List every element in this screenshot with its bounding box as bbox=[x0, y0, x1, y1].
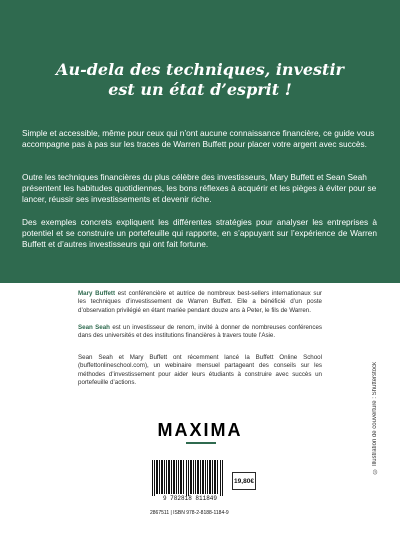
paragraph-2: Outre les techniques financières du plus célèbre des investisseurs, Mary Buffett et Sean Seah présentent les habitudes quotidiennes, les bons réflexes à acquérir et les pièges à éviter pour se lancer, réussir ses investissements et devenir riche. bbox=[22, 172, 377, 205]
paragraph-1: Simple et accessible, même pour ceux qui n’ont aucune connaissance financière, ce guide vous accompagne pas à pas sur les traces de Warren Buffett pour placer votre argent avec succès. bbox=[22, 128, 375, 150]
image-credit: © Illustration de couverture : Shutterstock bbox=[372, 362, 378, 474]
logo-underline bbox=[186, 442, 216, 444]
bio-school: Sean Seah et Mary Buffett ont récemment lancé la Buffett Online School (buffettonlineschool.com), un webinaire mensuel partageant des conseils sur les méthodes d’investissement pour aider leurs étudiants à construire avec succès un portefeuille d’actions. bbox=[78, 354, 322, 387]
publisher-logo: MAXIMA bbox=[157, 420, 243, 440]
bio-mary-name: Mary Buffett bbox=[78, 290, 116, 297]
bio-sean-name: Sean Seah bbox=[78, 324, 110, 331]
isbn-line: 2867511 | ISBN 978-2-8188-1184-9 bbox=[150, 510, 229, 516]
barcode-digits: 9 782818 811849 bbox=[162, 495, 217, 502]
bio-mary-text: est conférencière et autrice de nombreux best-sellers internationaux sur les techniques d’investissement de Warren Buffett. Elle a bénéficié d’un poste d’observation privilégié en étant mariée pendant douze ans à Peter, le fils de Warren. bbox=[78, 290, 322, 314]
barcode bbox=[150, 458, 230, 504]
headline-line-1: Au-dela des techniques, investir bbox=[56, 60, 344, 79]
paragraph-3: Des exemples concrets expliquent les différentes stratégies pour analyser les entreprises à potentiel et se construire un portefeuille qui rapporte, en s’appuyant sur l’expérience de Warren Buffett et d’autres investisseurs qui ont fait fortune. bbox=[22, 217, 377, 250]
bio-sean bbox=[78, 324, 322, 341]
headline bbox=[0, 60, 400, 100]
price-box: 19,80€ bbox=[232, 472, 256, 490]
headline-line-2: est un état d’esprit ! bbox=[108, 80, 292, 99]
bio-sean-text: est un investisseur de renom, invité à donner de nombreuses conférences dans des universités et des institutions financières à travers toute l’Asie. bbox=[78, 324, 322, 340]
bio-mary bbox=[78, 290, 322, 315]
